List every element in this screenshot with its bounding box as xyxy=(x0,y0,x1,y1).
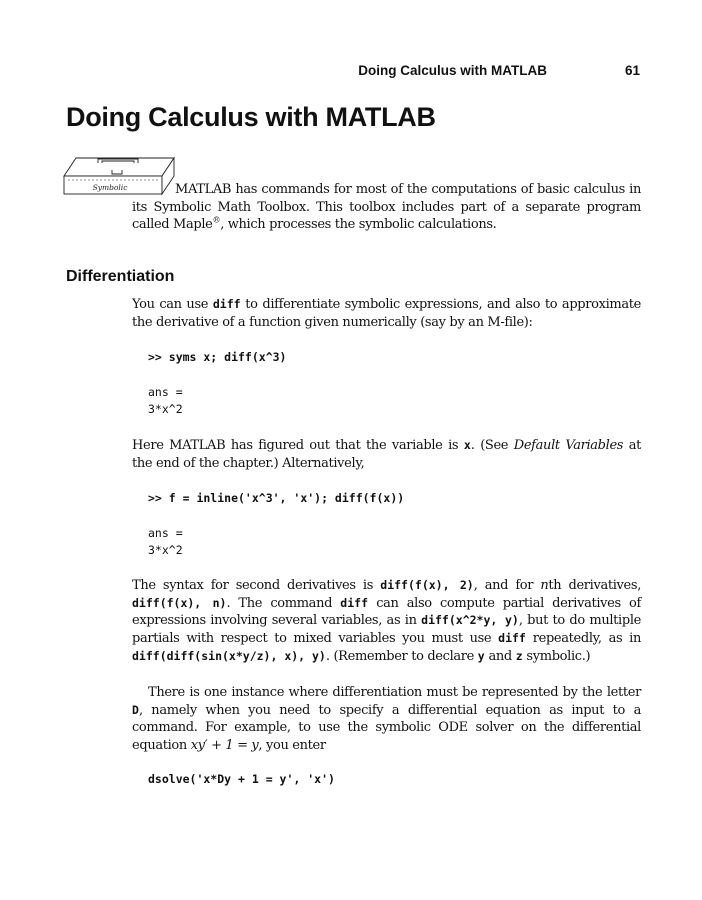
page-number: 61 xyxy=(624,63,640,78)
code-line: >> syms x; diff(x^3) xyxy=(148,350,287,364)
code-line: 3*x^2 xyxy=(148,543,183,558)
code-block-1 xyxy=(148,349,286,419)
running-head-title: Doing Calculus with MATLAB xyxy=(358,63,547,78)
paragraph-diff-intro: You can use diff to differentiate symbolic expressions, and also to approximate the derivative of a function given numerically (say by an M-file): xyxy=(132,297,641,330)
code-line: ans = xyxy=(148,525,183,540)
paragraph-higher-derivatives: The syntax for second derivatives is diff(f(x), 2), and for nth derivatives, diff(f(x), n). The command diff can also compute partial derivatives of expressions involving several variables, as in diff(x^2*y, y), but to do multiple partials with respect to mixed variables you must use diff repeatedly, as in diff(diff(sin(x*y/z), x), y). (Remember to declare y and z symbolic.) xyxy=(132,578,641,664)
code-line: dsolve('x*Dy + 1 = y', 'x') xyxy=(148,772,335,786)
code-line: ans = xyxy=(148,384,183,399)
symbolic-label: Symbolic xyxy=(92,183,128,192)
code-block-2 xyxy=(148,490,404,560)
code-line: 3*x^2 xyxy=(148,402,183,417)
code-block-3 xyxy=(148,771,335,788)
paragraph-dsolve: There is one instance where differentiation must be represented by the letter D, namely when you need to specify a differential equation as input to a command. For example, to use the symbolic ODE solver on the differential equation xy′ + 1 = y, you enter xyxy=(132,685,641,754)
paragraph-default-variable: Here MATLAB has figured out that the variable is x. (See Default Variables at the end of the chapter.) Alternatively, xyxy=(132,438,642,471)
chapter-title: Doing Calculus with MATLAB xyxy=(66,102,436,132)
intro-paragraph: MATLAB has commands for most of the computations of basic calculus in its Symbolic Math Toolbox. This toolbox includes part of a separate program called Maple®, which processes the symbolic calculations. xyxy=(132,182,641,233)
section-heading-differentiation: Differentiation xyxy=(66,268,175,285)
code-line: >> f = inline('x^3', 'x'); diff(f(x)) xyxy=(148,491,405,505)
